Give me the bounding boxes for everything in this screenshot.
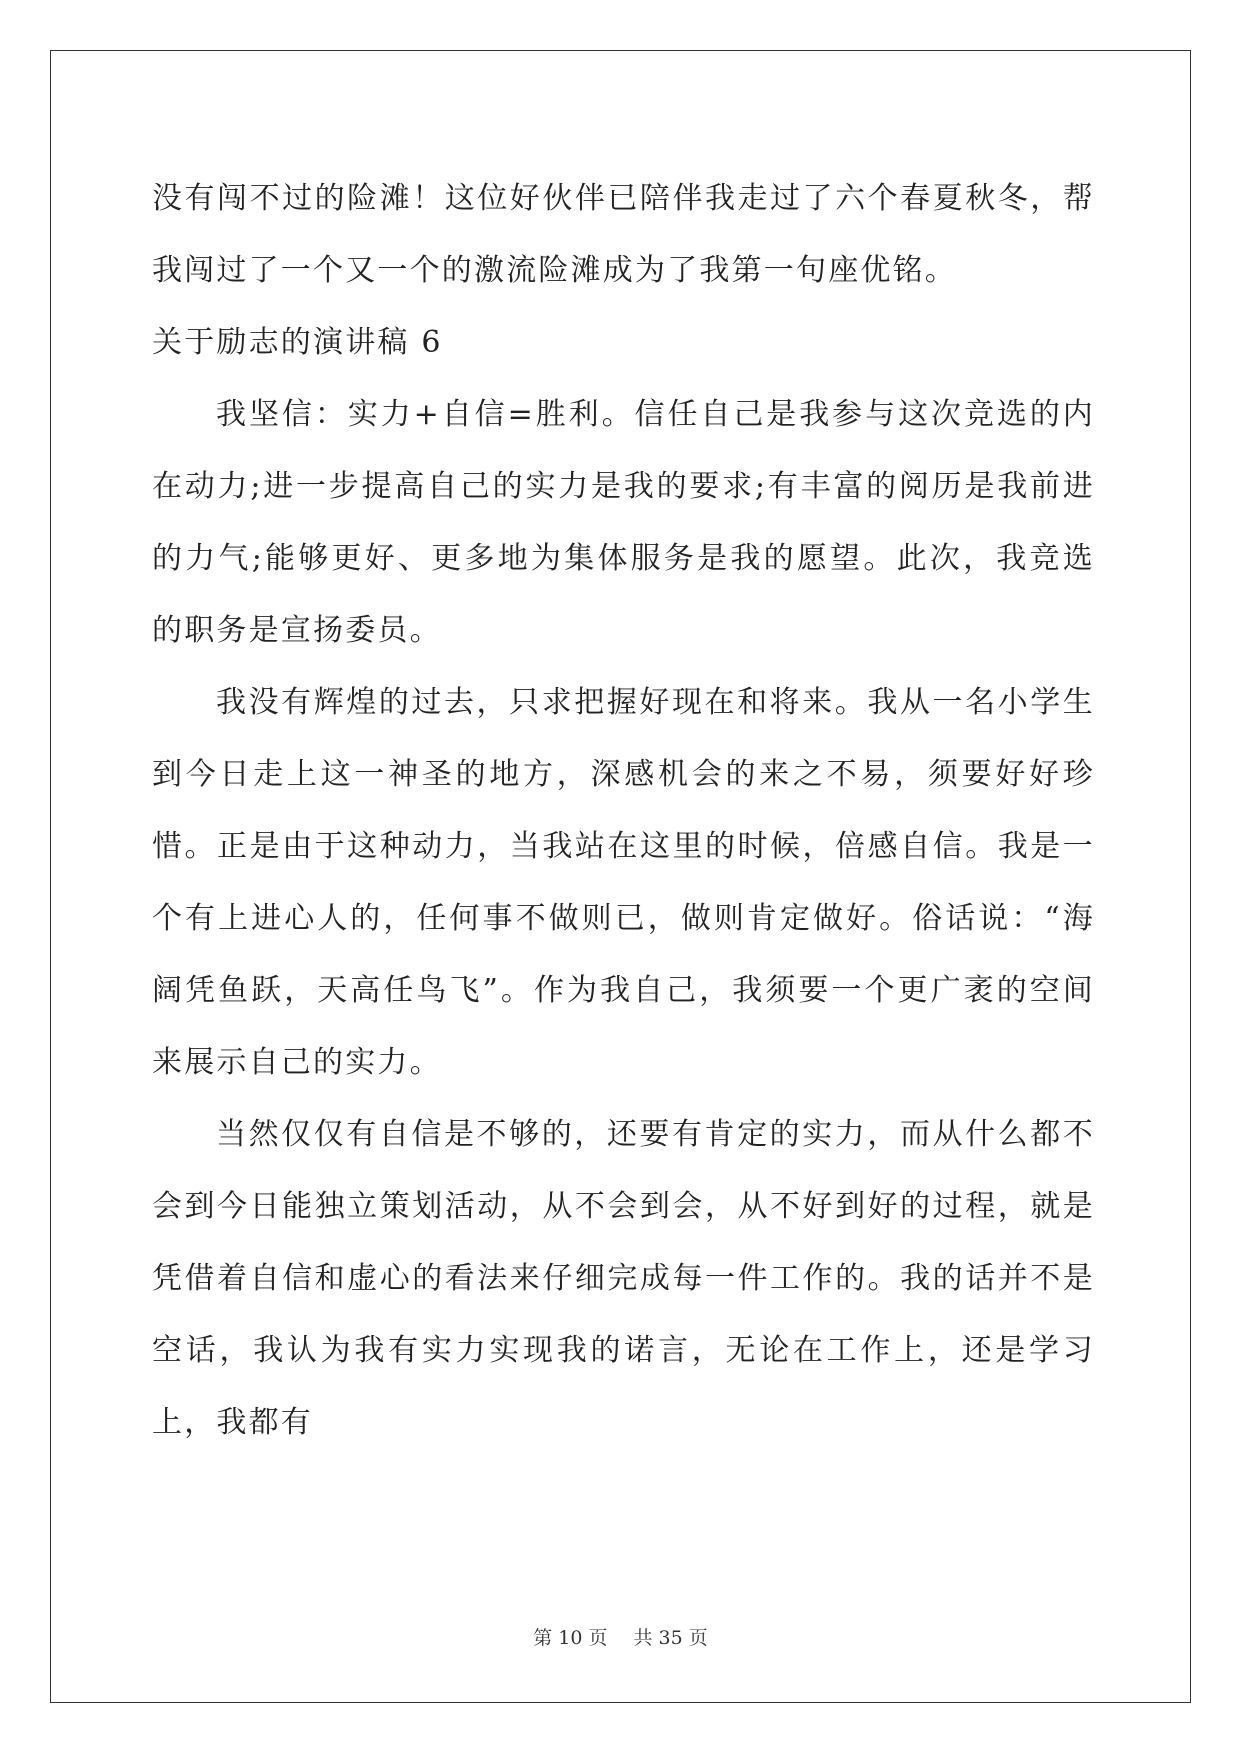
document-body [152, 163, 1095, 1459]
section-heading: 关于励志的演讲稿 6 [152, 325, 443, 360]
paragraph-2: 我没有辉煌的过去，只求把握好现在和将来。我从一名小学生到今日走上这一神圣的地方，深感机会的来之不易，须要好好珍惜。正是由于这种动力，当我站在这里的时候，倍感自信。我是一个有上进心人的，任何事不做则已，做则肯定做好。俗话说：“海阔凭鱼跃，天高任鸟飞”。作为我自己，我须要一个更广袤的空间来展示自己的实力。 [152, 685, 1095, 1080]
page-total: 共 35 页 [633, 1627, 708, 1649]
continued-paragraph: 没有闯不过的险滩！这位好伙伴已陪伴我走过了六个春夏秋冬，帮我闯过了一个又一个的激流险滩成为了我第一句座优铭。 [152, 181, 1095, 288]
paragraph-1: 我坚信：实力+自信=胜利。信任自己是我参与这次竞选的内在动力;进一步提高自己的实力是我的要求;有丰富的阅历是我前进的力气;能够更好、更多地为集体服务是我的愿望。此次，我竞选的职务是宣扬委员。 [152, 397, 1095, 648]
page-footer [0, 1623, 1241, 1650]
page-number: 第 10 页 [533, 1627, 608, 1649]
paragraph-3: 当然仅仅有自信是不够的，还要有肯定的实力，而从什么都不会到今日能独立策划活动，从不会到会，从不好到好的过程，就是凭借着自信和虚心的看法来仔细完成每一件工作的。我的话并不是空话，我认为我有实力实现我的诺言，无论在工作上，还是学习上，我都有 [152, 1117, 1095, 1440]
